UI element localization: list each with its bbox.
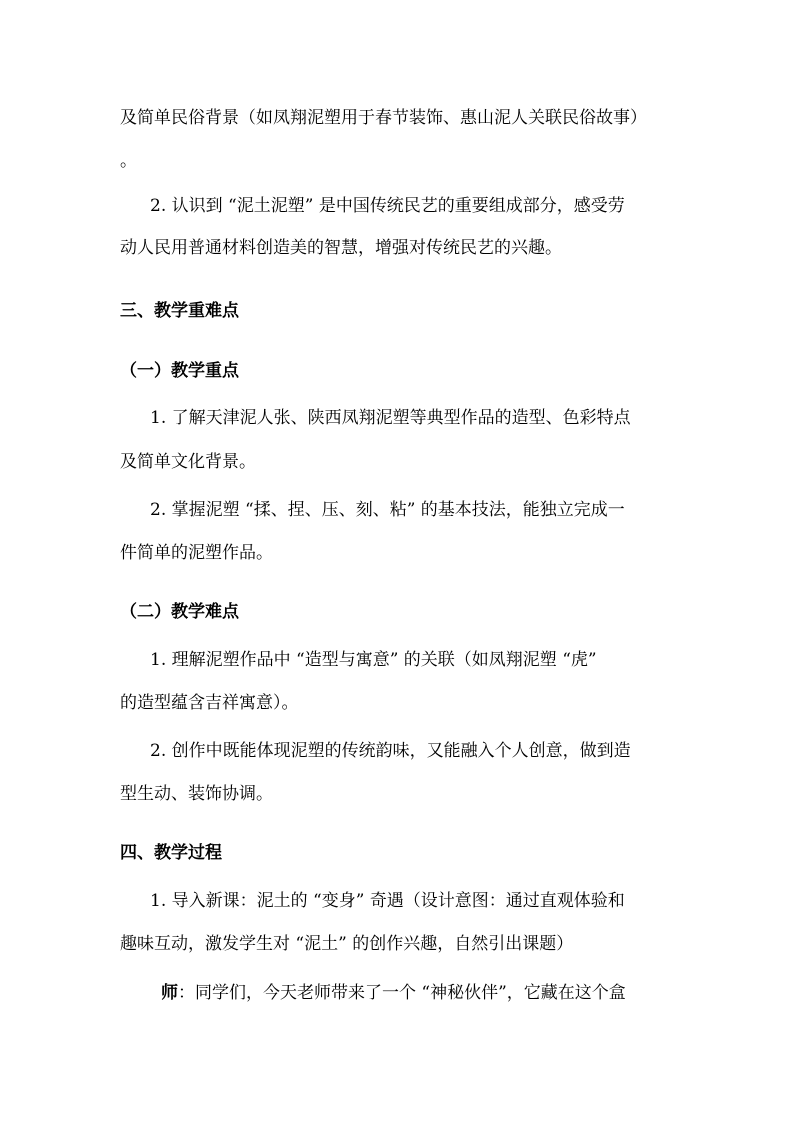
paragraph-line: 1. 了解天津泥人张、陕西凤翔泥塑等典型作品的造型、色彩特点 (150, 408, 631, 428)
paragraph-line: 趣味互动，激发学生对 “泥土” 的创作兴趣，自然引出课题） (120, 934, 574, 954)
paragraph-line: 2. 认识到 “泥土泥塑” 是中国传统民艺的重要组成部分，感受劳 (150, 196, 625, 216)
section-heading: 三、教学重难点 (120, 301, 239, 321)
paragraph-line: 2. 掌握泥塑 “揉、捏、压、刻、粘” 的基本技法，能独立完成一 (150, 500, 625, 520)
paragraph-line: 动人民用普通材料创造美的智慧，增强对传统民艺的兴趣。 (120, 238, 562, 258)
paragraph-line: 件简单的泥塑作品。 (120, 543, 273, 563)
section-heading: 四、教学过程 (120, 843, 222, 863)
subsection-heading: （二）教学难点 (120, 602, 239, 622)
paragraph-line: 2. 创作中既能体现泥塑的传统韵味，又能融入个人创意，做到造 (150, 741, 631, 761)
paragraph-line: 1. 理解泥塑作品中 “造型与寓意” 的关联（如凤翔泥塑 “虎” (150, 650, 597, 670)
dialogue-text: ：同学们，今天老师带来了一个 “神秘伙伴”，它藏在这个盒 (178, 983, 626, 1003)
paragraph-line: 及简单文化背景。 (120, 452, 256, 472)
paragraph-line: 1. 导入新课：泥土的 “变身” 奇遇（设计意图：通过直观体验和 (150, 891, 625, 911)
paragraph-line: 。 (120, 151, 137, 171)
paragraph-line: 型生动、装饰协调。 (120, 784, 273, 804)
speaker-label: 师 (161, 983, 178, 1003)
paragraph-line: 的造型蕴含吉祥寓意）。 (120, 693, 299, 713)
subsection-heading: （一）教学重点 (120, 361, 239, 381)
dialogue-line (161, 981, 626, 1005)
paragraph-line: 及简单民俗背景（如凤翔泥塑用于春节装饰、惠山泥人关联民俗故事） (120, 108, 647, 128)
